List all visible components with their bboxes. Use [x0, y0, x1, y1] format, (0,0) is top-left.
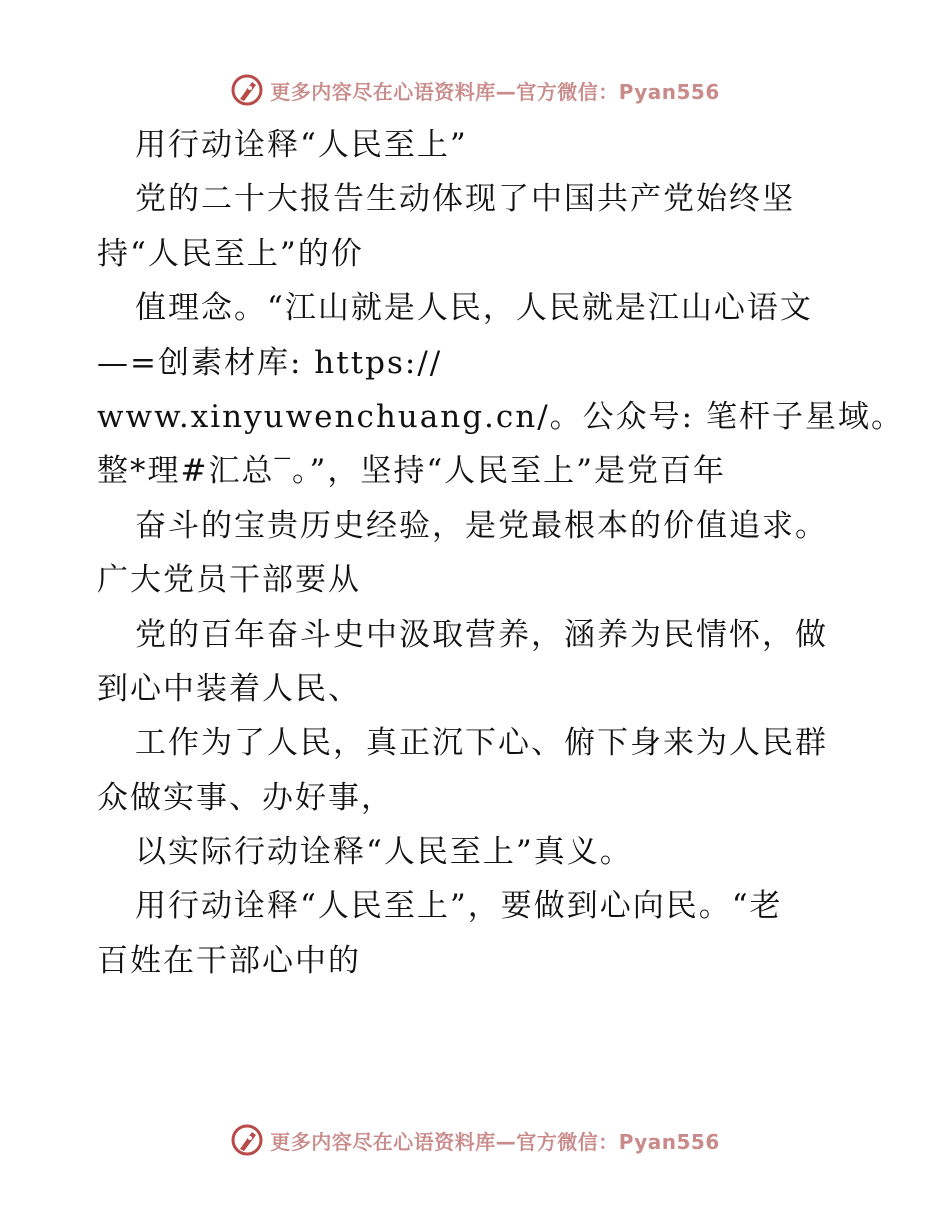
text-line: 值理念。“江山就是人民，人民就是江山心语文 [135, 290, 813, 327]
text-line: 用行动诠释“人民至上” [135, 127, 468, 163]
text-line: 到心中装着人民、 [97, 670, 361, 707]
text-line: —=创素材库: https:// [97, 344, 443, 381]
text-line: 用行动诠释“人民至上”，要做到心向民。“老 [135, 888, 783, 925]
footer-banner-text: 更多内容尽在心语资料库—官方微信：Pyan556 [270, 1129, 720, 1154]
pen-nib-circle-icon [230, 1123, 264, 1157]
text-line: www.xinyuwenchuang.cn/。公众号: 笔杆子星域。 [97, 398, 904, 435]
text-line: 众做实事、办好事， [97, 779, 394, 816]
footer-banner [0, 1120, 950, 1160]
header-banner-text: 更多内容尽在心语资料库—官方微信：Pyan556 [270, 79, 720, 104]
text-line: 持“人民至上”的价 [97, 235, 364, 272]
text-line: 党的百年奋斗史中汲取营养，涵养为民情怀，做 [135, 616, 828, 653]
header-banner [0, 70, 950, 110]
document-body [97, 118, 904, 988]
text-line: 工作为了人民，真正沉下心、俯下身来为人民群 [135, 725, 828, 762]
pen-nib-circle-icon [230, 73, 264, 107]
text-line: 党的二十大报告生动体现了中国共产党始终坚 [135, 181, 795, 218]
text-line: 整*理#汇总‾。”，坚持“人民至上”是党百年 [97, 453, 727, 490]
text-line: 奋斗的宝贵历史经验，是党最根本的价值追求。 [135, 507, 828, 544]
text-line: 百姓在干部心中的 [97, 942, 361, 979]
text-line: 以实际行动诠释“人民至上”真义。 [135, 834, 633, 871]
text-line: 广大党员干部要从 [97, 562, 361, 599]
